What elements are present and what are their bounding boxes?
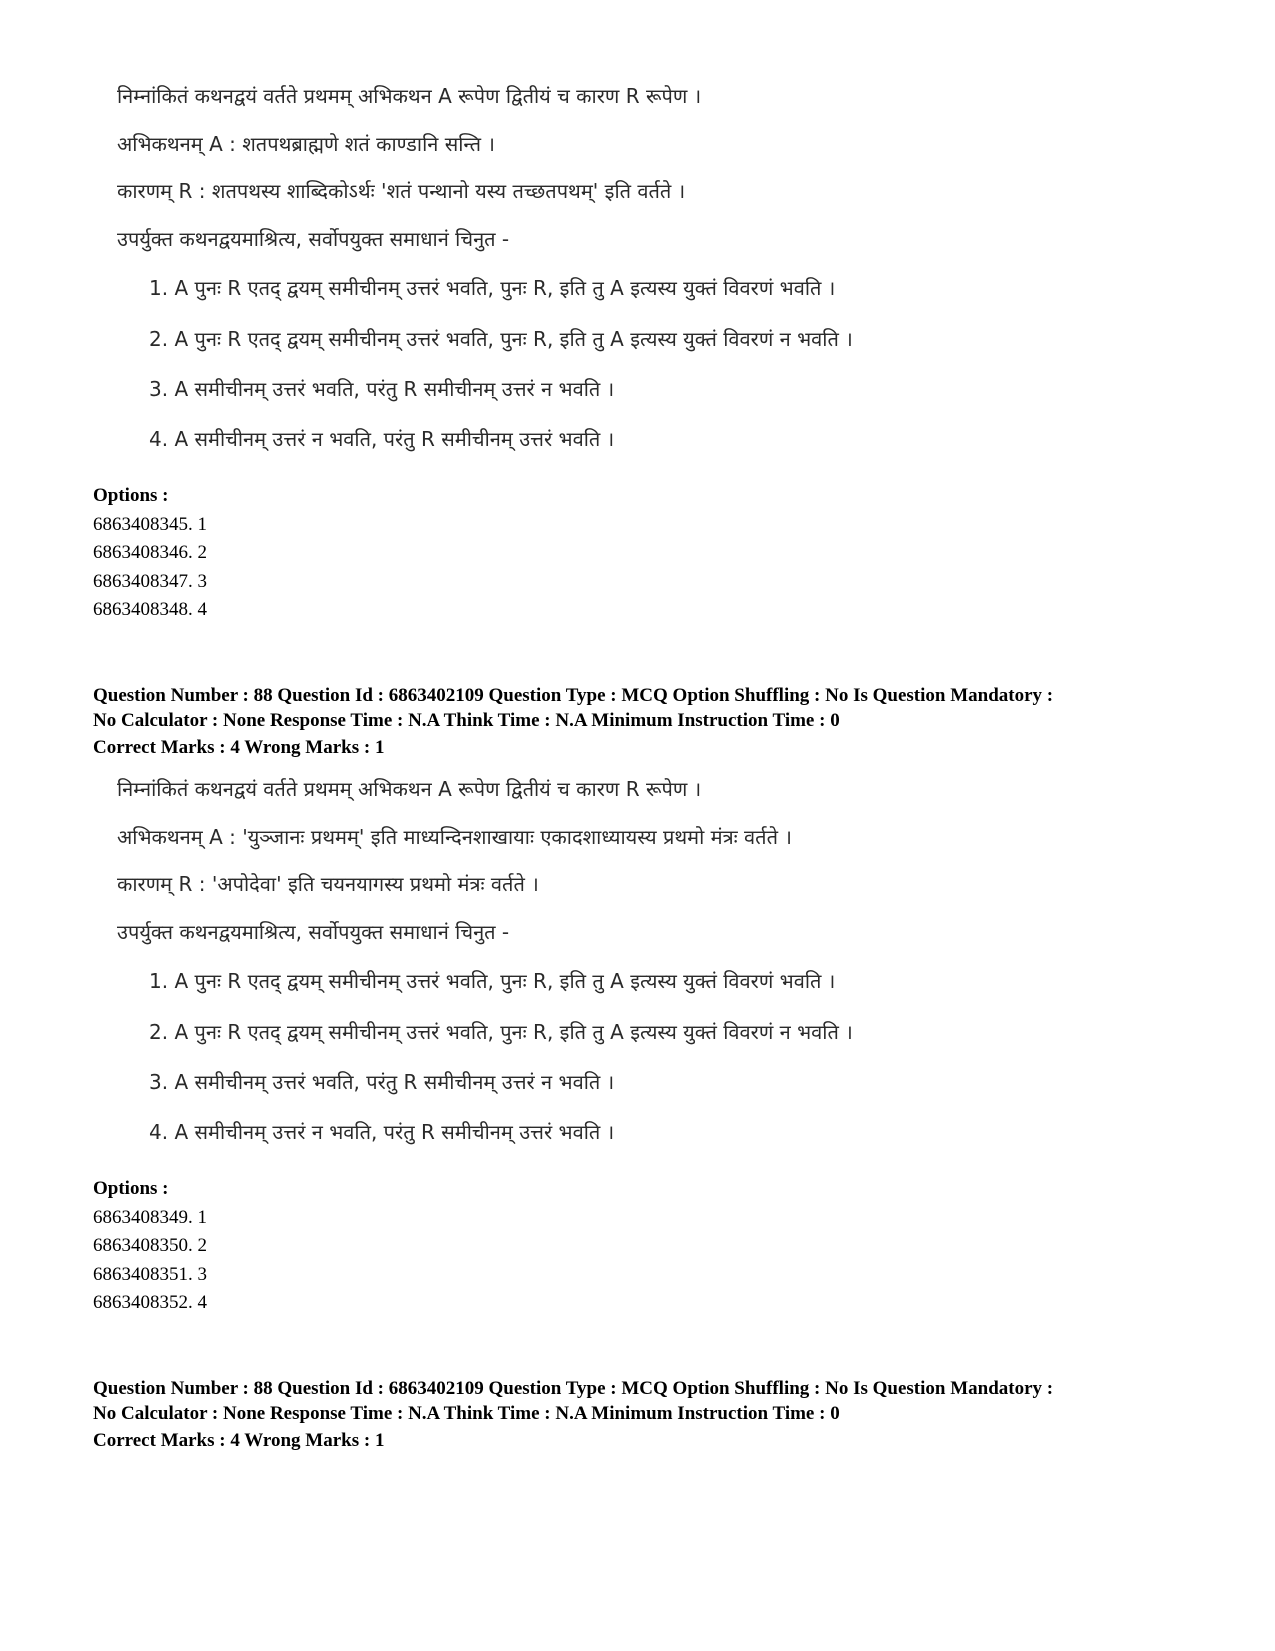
choice-4: 4. A समीचीनम् उत्तरं न भवति, परंतु R समीचीनम् उत्तरं भवति । [149, 427, 615, 451]
statement-intro: निम्नांकितं कथनद्वयं वर्तते प्रथमम् अभिकथन A रूपेण द्वितीयं च कारण R रूपेण । [117, 777, 702, 801]
question-meta-next [93, 1377, 1213, 1454]
options-list-q88 [93, 1175, 207, 1318]
statement-intro: निम्नांकितं कथनद्वयं वर्तते प्रथमम् अभिकथन A रूपेण द्वितीयं च कारण R रूपेण । [117, 84, 702, 108]
instruction-prompt: उपर्युक्त कथनद्वयमाश्रित्य, सर्वोपयुक्त समाधानं चिनुत - [117, 920, 510, 944]
options-heading: Options : [93, 1178, 169, 1199]
option-item: 6863408349. 1 [93, 1206, 207, 1228]
options-list-q87 [93, 482, 207, 625]
choice-2: 2. A पुनः R एतद् द्वयम् समीचीनम् उत्तरं भवति, पुनः R, इति तु A इत्यस्य युक्तं विवरणं न भवति । [149, 1020, 853, 1044]
choice-2: 2. A पुनः R एतद् द्वयम् समीचीनम् उत्तरं भवति, पुनः R, इति तु A इत्यस्य युक्तं विवरणं न भवति । [149, 327, 853, 351]
option-item: 6863408347. 3 [93, 570, 207, 592]
option-item: 6863408351. 3 [93, 1263, 207, 1285]
instruction-prompt: उपर्युक्त कथनद्वयमाश्रित्य, सर्वोपयुक्त समाधानं चिनुत - [117, 227, 510, 251]
assertion-text: अभिकथनम् A : 'युञ्जानः प्रथमम्' इति माध्यन्दिनशाखायाः एकादशाध्यायस्य प्रथमो मंत्रः वर्तते । [117, 825, 792, 849]
question-meta-line-1: Question Number : 88 Question Id : 6863402109 Question Type : MCQ Option Shuffling : No Is Question Mandatory : [93, 685, 1054, 706]
option-item: 6863408350. 2 [93, 1235, 207, 1256]
marks-line: Correct Marks : 4 Wrong Marks : 1 [93, 737, 385, 758]
marks-line: Correct Marks : 4 Wrong Marks : 1 [93, 1430, 385, 1451]
question-meta-q88 [93, 684, 1213, 761]
assertion-text: अभिकथनम् A : शतपथब्राह्मणे शतं काण्डानि सन्ति । [117, 132, 495, 156]
choice-1: 1. A पुनः R एतद् द्वयम् समीचीनम् उत्तरं भवति, पुनः R, इति तु A इत्यस्य युक्तं विवरणं भवति । [149, 276, 836, 300]
choice-4: 4. A समीचीनम् उत्तरं न भवति, परंतु R समीचीनम् उत्तरं भवति । [149, 1120, 615, 1144]
choice-1: 1. A पुनः R एतद् द्वयम् समीचीनम् उत्तरं भवति, पुनः R, इति तु A इत्यस्य युक्तं विवरणं भवति । [149, 969, 836, 993]
option-item: 6863408348. 4 [93, 599, 207, 620]
options-heading: Options : [93, 485, 169, 506]
choice-3: 3. A समीचीनम् उत्तरं भवति, परंतु R समीचीनम् उत्तरं न भवति । [149, 1070, 615, 1094]
reason-text: कारणम् R : शतपथस्य शाब्दिकोऽर्थः 'शतं पन्थानो यस्य तच्छतपथम्' इति वर्तते । [117, 179, 686, 203]
option-item: 6863408345. 1 [93, 513, 207, 535]
question-meta-line-1: Question Number : 88 Question Id : 6863402109 Question Type : MCQ Option Shuffling : No Is Question Mandatory : [93, 1378, 1054, 1399]
question-meta-line-2: No Calculator : None Response Time : N.A Think Time : N.A Minimum Instruction Time : 0 [93, 709, 840, 731]
reason-text: कारणम् R : 'अपोदेवा' इति चयनयागस्य प्रथमो मंत्रः वर्तते । [117, 872, 539, 896]
question-meta-line-2: No Calculator : None Response Time : N.A Think Time : N.A Minimum Instruction Time : 0 [93, 1402, 840, 1424]
option-item: 6863408346. 2 [93, 542, 207, 563]
choice-3: 3. A समीचीनम् उत्तरं भवति, परंतु R समीचीनम् उत्तरं न भवति । [149, 377, 615, 401]
option-item: 6863408352. 4 [93, 1292, 207, 1313]
